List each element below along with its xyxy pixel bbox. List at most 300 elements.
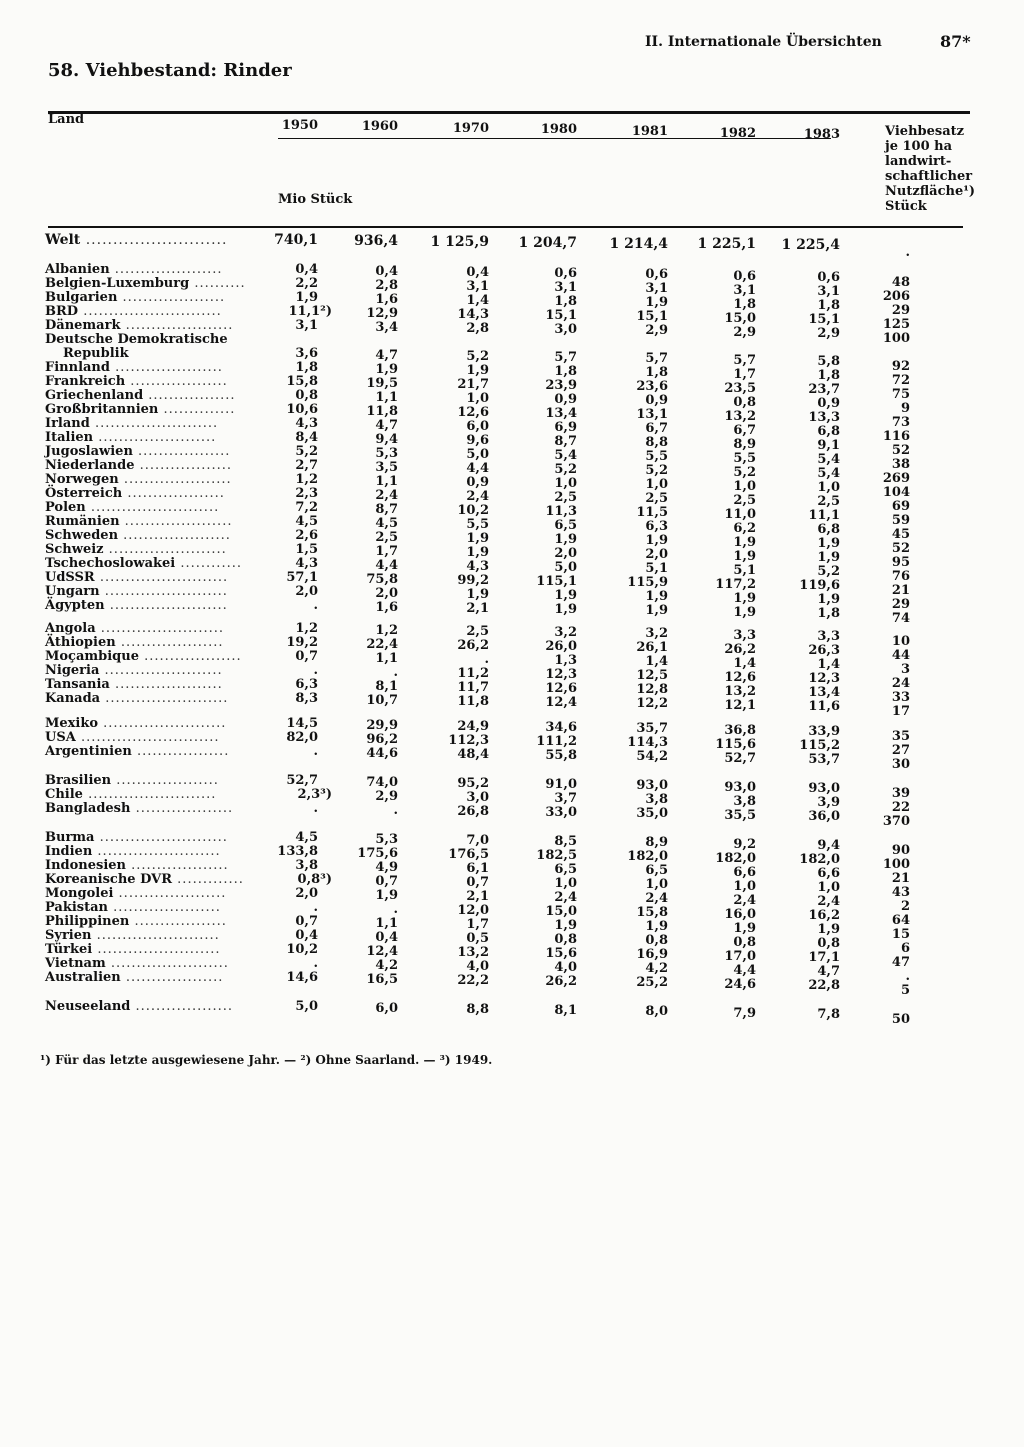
header-bottom-rule	[48, 226, 963, 228]
leader-dots: ..................	[134, 458, 232, 473]
viehbesatz-cell: 45	[891, 527, 910, 542]
table-cell: 0,7	[295, 649, 318, 664]
row-label	[45, 333, 228, 347]
table-cell: 8,7	[375, 501, 398, 517]
year-header: 1981	[631, 124, 668, 139]
viehbesatz-header-line: Viehbesatz	[885, 124, 965, 139]
leader-dots: .........................	[94, 570, 229, 585]
table-cell: .	[313, 663, 318, 678]
table-cell: 1,9	[466, 363, 489, 378]
table-cell: .	[393, 901, 398, 917]
row-label	[45, 1000, 233, 1014]
table-cell: 11,6	[808, 698, 840, 714]
viehbesatz-cell: 22	[891, 800, 910, 815]
leader-dots: ....................	[115, 635, 224, 650]
leader-dots: .....................	[118, 472, 232, 487]
table-cell: 48,4	[457, 747, 489, 762]
table-cell: 6,9	[554, 420, 577, 436]
table-cell: 0,4	[375, 263, 398, 279]
table-cell: 82,0	[286, 730, 318, 745]
table-cell: 1,9	[375, 887, 398, 903]
table-cell: 1,0	[466, 391, 489, 406]
country-name: Welt	[45, 232, 81, 248]
table-cell: 1,8	[295, 360, 318, 375]
table-cell: 3,0	[466, 790, 489, 805]
table-cell: 8,7	[554, 434, 577, 450]
viehbesatz-cell: 15	[891, 927, 910, 942]
table-cell: 1,8	[817, 297, 840, 313]
table-cell: 176,5	[448, 847, 489, 862]
table-cell: 1,7	[466, 917, 489, 932]
row-label	[45, 873, 244, 887]
table-cell: 96,2	[366, 731, 398, 747]
table-cell: 1,9	[466, 531, 489, 546]
viehbesatz-cell: 90	[891, 843, 910, 858]
table-cell: .	[313, 598, 318, 613]
viehbesatz-cell: 17	[891, 704, 910, 719]
table-cell: 1,9	[554, 918, 577, 934]
table-cell: 1,4	[733, 655, 756, 671]
table-cell: 5,5	[645, 449, 668, 465]
table-cell: 1,9	[645, 603, 668, 619]
table-cell: 15,1	[808, 311, 840, 327]
table-cell: 33,0	[545, 805, 577, 821]
country-name: Norwegen	[45, 472, 119, 487]
country-name: Ungarn	[45, 584, 100, 599]
table-cell: 5,0	[466, 447, 489, 462]
table-cell: 1,4	[817, 656, 840, 672]
table-cell: 0,9	[554, 392, 577, 408]
table-cell: 52,7	[286, 773, 318, 788]
row-label	[45, 887, 226, 901]
table-cell: 95,2	[457, 776, 489, 791]
row-label	[45, 277, 246, 291]
table-title: 58. Viehbestand: Rinder	[48, 60, 292, 81]
country-name: Republik	[63, 346, 129, 361]
viehbesatz-cell: 33	[891, 690, 910, 705]
viehbesatz-cell: 52	[891, 541, 910, 556]
table-cell: 2,5	[645, 491, 668, 507]
leader-dots: .......................	[99, 663, 223, 678]
table-cell: 1,9	[645, 919, 668, 935]
table-cell: 6,0	[466, 419, 489, 434]
leader-dots: ........................	[99, 584, 228, 599]
country-name: Brasilien	[45, 773, 112, 788]
table-cell: 8,1	[554, 1003, 577, 1019]
table-cell: 4,7	[817, 963, 840, 979]
row-label	[45, 515, 232, 529]
table-cell: 11,0	[724, 506, 756, 522]
table-cell: 15,6	[545, 946, 577, 962]
table-cell: 111,2	[536, 734, 577, 750]
row-label	[45, 389, 236, 403]
row-label	[45, 745, 229, 759]
leader-dots: ...........................	[75, 730, 220, 745]
table-cell: 5,0	[554, 560, 577, 576]
year-header: 1970	[452, 121, 489, 136]
viehbesatz-header-line: Nutzfläche¹)	[885, 184, 976, 199]
leader-dots: ..............	[158, 402, 236, 417]
row-label	[45, 403, 235, 417]
table-cell: 2,5	[817, 493, 840, 509]
table-cell: 1,9	[733, 604, 756, 620]
table-cell: 11,2	[457, 666, 489, 681]
table-cell: 1,8	[817, 605, 840, 621]
table-cell: 4,3	[295, 556, 318, 571]
table-cell: 9,4	[375, 431, 398, 447]
table-cell: 4,5	[375, 515, 398, 531]
table-cell: 0,8	[295, 388, 318, 403]
row-label	[63, 347, 129, 361]
table-cell: 1,2	[295, 621, 318, 636]
country-name: Schweiz	[45, 542, 104, 557]
table-cell: 182,0	[627, 849, 668, 865]
table-cell: 5,5	[733, 450, 756, 466]
table-cell: 13,2	[457, 945, 489, 960]
row-label	[45, 915, 227, 929]
country-name: Bangladesh	[45, 801, 131, 816]
table-cell: 2,3³)	[297, 787, 332, 802]
table-cell: 7,0	[466, 833, 489, 848]
table-cell: 26,2	[545, 974, 577, 990]
leader-dots: ....................	[117, 290, 226, 305]
table-cell: 16,9	[636, 947, 668, 963]
viehbesatz-cell: 29	[891, 303, 910, 318]
viehbesatz-cell: 21	[891, 871, 910, 886]
table-cell: 1,1	[375, 915, 398, 931]
leader-dots: .....................	[120, 318, 234, 333]
table-cell: 182,0	[715, 850, 756, 866]
row-label	[45, 571, 228, 585]
table-cell: 115,9	[627, 575, 668, 591]
row-label	[45, 543, 227, 557]
country-name: Äthiopien	[45, 635, 116, 650]
row-label	[45, 943, 221, 957]
table-cell: 12,8	[636, 682, 668, 698]
table-cell: 1,9	[554, 602, 577, 618]
table-cell: 2,4	[733, 892, 756, 908]
table-cell: 5,2	[466, 349, 489, 364]
table-cell: 10,6	[286, 402, 318, 417]
leader-dots: .........................	[82, 787, 217, 802]
leader-dots: ........................	[92, 942, 221, 957]
viehbesatz-cell: 104	[882, 485, 910, 500]
viehbesatz-header-line: schaftlicher	[885, 169, 973, 184]
table-cell: 2,0	[645, 547, 668, 563]
table-cell: 6,7	[733, 422, 756, 438]
viehbesatz-cell: 29	[891, 597, 910, 612]
table-cell: 2,4	[466, 489, 489, 504]
row-label	[45, 731, 220, 745]
table-cell: 1,9	[645, 295, 668, 311]
table-cell: 9,2	[733, 836, 756, 852]
table-cell: 3,1	[817, 283, 840, 299]
table-cell: 10,7	[366, 692, 398, 708]
table-cell: 0,6	[554, 266, 577, 282]
viehbesatz-cell: 5	[900, 983, 910, 998]
leader-dots: .....................	[109, 262, 223, 277]
table-cell: 5,7	[645, 351, 668, 367]
table-cell: 936,4	[354, 233, 398, 250]
table-cell: 8,4	[295, 430, 318, 445]
table-cell: 2,0	[295, 886, 318, 901]
row-label	[45, 774, 219, 788]
table-cell: 3,7	[554, 791, 577, 807]
leader-dots: ...........................	[78, 304, 222, 319]
leader-dots: ........................	[89, 416, 219, 431]
viehbesatz-cell: 38	[891, 457, 910, 472]
table-cell: 3,6	[295, 346, 318, 361]
table-cell: 21,7	[457, 377, 489, 392]
table-cell: 2,9	[817, 325, 840, 341]
leader-dots: ........................	[91, 928, 220, 943]
country-name: Ägypten	[45, 598, 105, 613]
row-label	[45, 802, 233, 816]
table-cell: 6,2	[733, 520, 756, 536]
leader-dots: .....................	[113, 886, 227, 901]
row-label	[45, 233, 227, 247]
row-label	[45, 664, 223, 678]
table-cell: 15,0	[724, 310, 756, 326]
viehbesatz-cell: 59	[891, 513, 910, 528]
table-cell: 1 225,4	[781, 237, 840, 254]
table-cell: 0,8	[554, 932, 577, 948]
table-cell: 0,8	[733, 934, 756, 950]
table-cell: 26,3	[808, 642, 840, 658]
table-cell: 1,9	[554, 532, 577, 548]
table-cell: 3,1	[554, 280, 577, 296]
table-cell: 5,3	[375, 445, 398, 461]
table-cell: 1,9	[817, 921, 840, 937]
table-cell: 12,3	[808, 670, 840, 686]
table-cell: 26,8	[457, 804, 489, 819]
country-name: Australien	[45, 970, 121, 985]
table-cell: 2,1	[466, 889, 489, 904]
table-cell: 11,5	[636, 505, 668, 521]
table-cell: 12,1	[724, 697, 756, 713]
table-cell: 1,8	[733, 296, 756, 312]
table-cell: 91,0	[545, 777, 577, 793]
table-cell: 14,6	[286, 970, 318, 985]
country-name: Dänemark	[45, 318, 121, 333]
table-cell: 36,8	[724, 722, 756, 738]
leader-dots: ........................	[98, 716, 227, 731]
table-cell: 6,6	[817, 865, 840, 881]
table-cell: 8,8	[466, 1002, 489, 1017]
table-cell: 182,5	[536, 848, 577, 864]
table-cell: 3,8	[295, 858, 318, 873]
table-cell: 6,6	[733, 864, 756, 880]
table-cell: 1,0	[554, 476, 577, 492]
table-cell: 0,9	[466, 475, 489, 490]
table-cell: 17,0	[724, 948, 756, 964]
table-cell: 2,7	[295, 458, 318, 473]
table-cell: 1,0	[733, 878, 756, 894]
table-cell: 3,5	[375, 459, 398, 475]
country-name: Belgien-Luxemburg	[45, 276, 190, 291]
table-cell: 1,9	[375, 361, 398, 377]
country-name: Kanada	[45, 691, 101, 706]
table-cell: 13,2	[724, 683, 756, 699]
table-cell: 3,8	[645, 792, 668, 808]
table-cell: 0,9	[817, 395, 840, 411]
table-cell: 1,4	[645, 654, 668, 670]
table-cell: 7,8	[817, 1006, 840, 1022]
table-cell: 93,0	[636, 778, 668, 794]
leader-dots: ........................	[92, 844, 221, 859]
table-cell: 2,1	[466, 601, 489, 616]
table-cell: 13,2	[724, 408, 756, 424]
country-name: Pakistan	[45, 900, 108, 915]
table-cell: 4,3	[466, 559, 489, 574]
table-cell: 0,6	[733, 268, 756, 284]
row-label	[45, 585, 228, 599]
table-cell: 5,5	[466, 517, 489, 532]
table-cell: 2,4	[375, 487, 398, 503]
table-cell: 3,1	[733, 282, 756, 298]
table-cell: 23,9	[545, 378, 577, 394]
top-rule	[48, 111, 970, 114]
table-cell: 175,6	[357, 845, 398, 861]
table-cell: 16,5	[366, 971, 398, 987]
leader-dots: .........................	[85, 500, 220, 515]
table-cell: 12,6	[724, 669, 756, 685]
leader-dots: .........................	[94, 830, 228, 845]
table-cell: 1,6	[375, 291, 398, 307]
table-cell: 0,7	[375, 873, 398, 889]
table-cell: 1,9	[554, 588, 577, 604]
row-label	[45, 599, 228, 613]
table-cell: 0,9	[645, 393, 668, 409]
viehbesatz-cell: 64	[891, 913, 910, 928]
table-cell: 24,9	[457, 719, 489, 734]
column-header-land: Land	[48, 112, 85, 127]
table-cell: 5,4	[817, 465, 840, 481]
table-cell: 2,5	[466, 624, 489, 639]
table-cell: 1,8	[817, 367, 840, 383]
country-name: Polen	[45, 500, 86, 515]
table-cell: 8,3	[295, 691, 318, 706]
table-cell: 4,2	[645, 961, 668, 977]
table-cell: 53,7	[808, 751, 840, 767]
country-name: UdSSR	[45, 570, 95, 585]
table-cell: 11,8	[457, 694, 489, 709]
row-label	[45, 650, 242, 664]
row-label	[45, 473, 232, 487]
table-cell: .	[313, 801, 318, 816]
table-cell: 6,5	[554, 862, 577, 878]
viehbesatz-cell: 30	[891, 757, 910, 772]
table-cell: 1,9	[817, 535, 840, 551]
table-cell: 0,4	[375, 929, 398, 945]
row-label	[45, 831, 228, 845]
table-cell: .	[313, 900, 318, 915]
viehbesatz-cell: 74	[891, 611, 910, 626]
leader-dots: ........................	[100, 691, 229, 706]
table-cell: 5,4	[554, 448, 577, 464]
viehbesatz-cell: 206	[882, 289, 910, 304]
viehbesatz-cell: 69	[891, 499, 910, 514]
table-cell: 22,2	[457, 973, 489, 988]
leader-dots: .....................	[109, 360, 223, 375]
table-cell: 57,1	[286, 570, 318, 585]
table-cell: 6,5	[645, 863, 668, 879]
table-cell: 115,1	[536, 574, 577, 590]
row-label	[45, 305, 222, 319]
viehbesatz-header-line: landwirt-	[885, 154, 952, 169]
table-cell: 15,1	[636, 309, 668, 325]
country-name: Nigeria	[45, 663, 100, 678]
table-cell: 6,8	[817, 521, 840, 537]
row-label	[45, 971, 223, 985]
table-cell: 1,1	[375, 389, 398, 405]
leader-dots: ...................	[126, 858, 229, 873]
table-cell: 133,8	[277, 844, 318, 859]
column-header-viehbesatz	[885, 124, 975, 214]
leader-dots: .......................	[104, 598, 228, 613]
table-cell: .	[313, 744, 318, 759]
viehbesatz-cell: 3	[900, 662, 910, 677]
table-cell: 1,9	[645, 533, 668, 549]
viehbesatz-cell: 43	[891, 885, 910, 900]
viehbesatz-cell: 95	[891, 555, 910, 570]
leader-dots: ...................	[139, 649, 242, 664]
table-cell: 117,2	[715, 576, 756, 592]
table-cell: .	[313, 956, 318, 971]
table-cell: 16,2	[808, 907, 840, 923]
table-cell: 2,4	[817, 893, 840, 909]
table-cell: 6,8	[817, 423, 840, 439]
country-name: Tansania	[45, 677, 110, 692]
table-cell: 3,4	[375, 319, 398, 335]
country-name: Rumänien	[45, 514, 120, 529]
table-cell: 19,5	[366, 375, 398, 391]
country-name: USA	[45, 730, 76, 745]
leader-dots: .....................	[118, 528, 231, 543]
table-cell: 1,0	[645, 477, 668, 493]
table-cell: 0,8	[817, 935, 840, 951]
viehbesatz-cell: 6	[900, 941, 910, 956]
year-header: 1982	[719, 126, 756, 141]
country-name: Koreanische DVR	[45, 872, 173, 887]
table-cell: 5,0	[295, 999, 318, 1014]
country-name: Philippinen	[45, 914, 130, 929]
country-name: Indien	[45, 844, 93, 859]
leader-dots: .....................	[119, 514, 233, 529]
viehbesatz-cell: 125	[882, 317, 910, 332]
table-cell: 35,5	[724, 807, 756, 823]
year-header: 1980	[540, 122, 577, 137]
country-name: Niederlande	[45, 458, 135, 473]
table-cell: 12,4	[545, 695, 577, 711]
table-cell: 1 125,9	[430, 234, 489, 250]
table-cell: 115,2	[799, 737, 840, 753]
row-label	[45, 487, 225, 501]
table-cell: 1,6	[375, 599, 398, 615]
table-cell: 1,7	[733, 366, 756, 382]
table-cell: 12,0	[457, 903, 489, 918]
table-cell: 5,7	[733, 352, 756, 368]
table-cell: 75,8	[366, 571, 398, 587]
row-label	[45, 901, 221, 915]
viehbesatz-cell: 21	[891, 583, 910, 598]
table-cell: 12,5	[636, 668, 668, 684]
table-cell: 11,3	[545, 504, 577, 520]
table-cell: 2,5	[375, 529, 398, 545]
table-cell: 0,6	[817, 269, 840, 285]
viehbesatz-cell: .	[905, 245, 910, 260]
row-label	[45, 788, 216, 802]
